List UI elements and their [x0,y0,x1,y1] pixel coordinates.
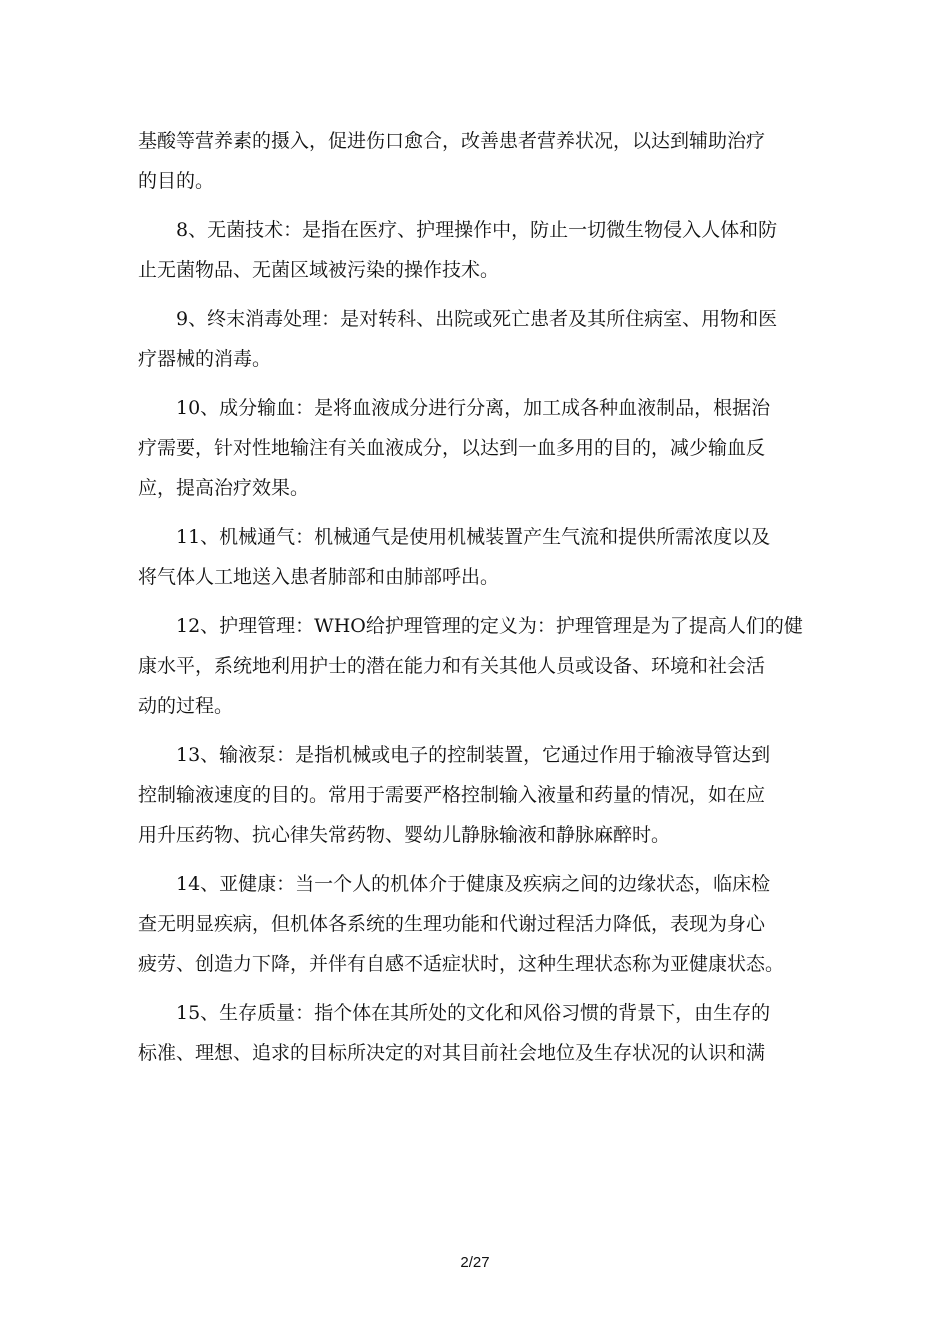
paragraph-item-13 [138,735,818,855]
text-line: 12、护理管理：WHO给护理管理的定义为：护理管理是为了提高人们的健 [176,615,803,637]
text-line: 10、成分输血：是将血液成分进行分离，加工成各种血液制品，根据治 [176,397,771,419]
text-line: 应，提高治疗效果。 [138,477,310,499]
page-number: 2/27 [460,1254,490,1271]
text-line: 疗器械的消毒。 [138,348,272,370]
paragraph-item-14 [138,864,818,984]
text-line: 将气体人工地送入患者肺部和由肺部呼出。 [138,566,500,588]
text-line: 动的过程。 [138,695,234,717]
text-line: 康水平，系统地利用护士的潜在能力和有关其他人员或设备、环境和社会活 [138,655,766,677]
text-line: 9、终末消毒处理：是对转科、出院或死亡患者及其所住病室、用物和医 [176,308,778,330]
paragraph-continuation [138,121,818,201]
text-line: 8、无菌技术：是指在医疗、护理操作中，防止一切微生物侵入人体和防 [176,219,778,241]
paragraph-item-8 [138,210,818,290]
text-line: 查无明显疾病，但机体各系统的生理功能和代谢过程活力降低，表现为身心 [138,913,766,935]
text-line: 15、生存质量：指个体在其所处的文化和风俗习惯的背景下，由生存的 [176,1002,771,1024]
text-line: 13、输液泵：是指机械或电子的控制装置，它通过作用于输液导管达到 [176,744,771,766]
text-line: 11、机械通气：机械通气是使用机械装置产生气流和提供所需浓度以及 [176,526,771,548]
text-line: 的目的。 [138,170,215,192]
paragraph-item-15 [138,993,818,1073]
text-line: 标准、理想、追求的目标所决定的对其目前社会地位及生存状况的认识和满 [138,1042,766,1064]
paragraph-item-10 [138,388,818,508]
document-body [138,121,818,1082]
paragraph-item-11 [138,517,818,597]
text-line: 用升压药物、抗心律失常药物、婴幼儿静脉输液和静脉麻醉时。 [138,824,671,846]
text-line: 止无菌物品、无菌区域被污染的操作技术。 [138,259,500,281]
text-line: 疗需要，针对性地输注有关血液成分，以达到一血多用的目的，减少输血反 [138,437,766,459]
text-line: 14、亚健康：当一个人的机体介于健康及疾病之间的边缘状态，临床检 [176,873,771,895]
text-line: 控制输液速度的目的。常用于需要严格控制输入液量和药量的情况，如在应 [138,784,766,806]
text-line: 基酸等营养素的摄入，促进伤口愈合，改善患者营养状况，以达到辅助治疗 [138,130,766,152]
text-line: 疲劳、创造力下降，并伴有自感不适症状时，这种生理状态称为亚健康状态。 [138,953,785,975]
paragraph-item-9 [138,299,818,379]
paragraph-item-12 [138,606,818,726]
